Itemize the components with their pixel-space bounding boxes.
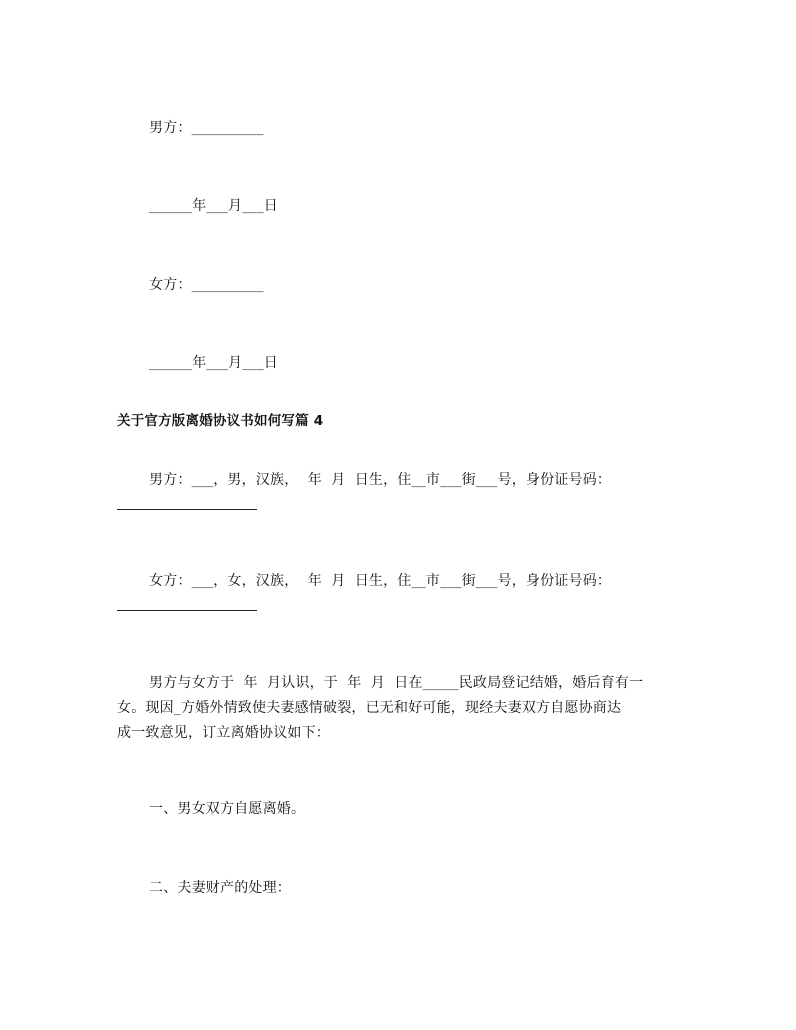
intro-paragraph-line-3: 成一致意见，订立离婚协议如下： bbox=[117, 725, 330, 741]
female-id-blank-rule bbox=[117, 610, 257, 611]
intro-paragraph-line-2: 女。现因_方婚外情致使夫妻感情破裂，已无和好可能，现经夫妻双方自愿协商达 bbox=[117, 700, 622, 716]
section-heading: 关于官方版离婚协议书如何写篇 4 bbox=[117, 413, 324, 429]
female-signature-line: 女方：__________ bbox=[149, 277, 264, 293]
clause-1: 一、男女双方自愿离婚。 bbox=[149, 801, 306, 817]
intro-paragraph-line-1: 男方与女方于 年 月认识，于 年 月 日在_____民政局登记结婚，婚后育有一 bbox=[149, 675, 644, 691]
male-party-info: 男方：___，男，汉族， 年 月 日生，住__市___街___号，身份证号码： bbox=[149, 472, 612, 488]
female-party-info: 女方：___，女，汉族， 年 月 日生，住__市___街___号，身份证号码： bbox=[149, 573, 612, 589]
male-id-blank-rule bbox=[117, 509, 257, 510]
male-signature-date: ______年___月___日 bbox=[149, 198, 278, 214]
male-signature-line: 男方：__________ bbox=[149, 120, 264, 136]
female-signature-date: ______年___月___日 bbox=[149, 355, 278, 371]
clause-2: 二、夫妻财产的处理： bbox=[149, 880, 291, 896]
